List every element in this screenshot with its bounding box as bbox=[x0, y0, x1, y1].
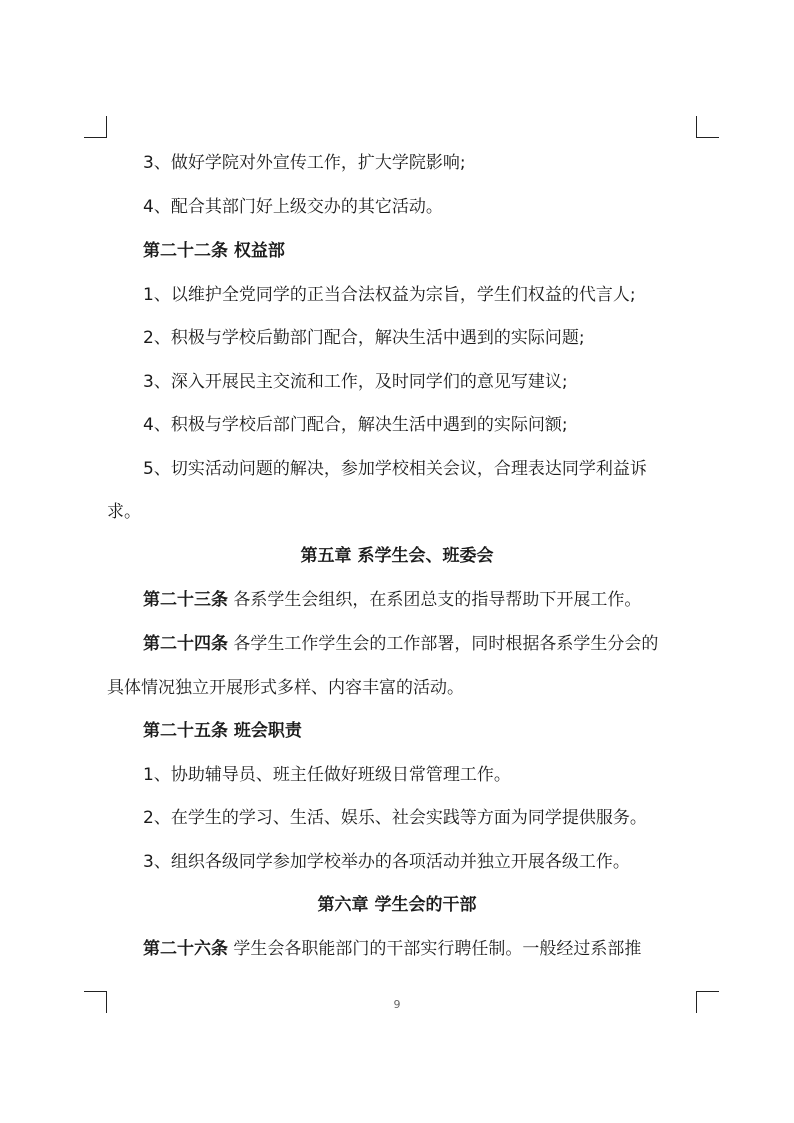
chapter-title: 第六章 学生会的干部 bbox=[317, 895, 477, 915]
list-item: 4、积极与学校后部门配合，解决生活中遇到的实际问额; bbox=[143, 415, 568, 435]
article-continuation: 具体情况独立开展形式多样、内容丰富的活动。 bbox=[107, 678, 464, 698]
list-item: 3、深入开展民主交流和工作，及时同学们的意见写建议; bbox=[143, 372, 568, 392]
article-text: 各系学生会组织，在系团总支的指导帮助下开展工作。 bbox=[228, 590, 642, 610]
article-label: 第二十四条 bbox=[143, 634, 228, 654]
article-text: 各学生工作学生会的工作部署，同时根据各系学生分会的 bbox=[228, 634, 659, 654]
list-item: 1、以维护全党同学的正当合法权益为宗旨，学生们权益的代言人; bbox=[143, 285, 636, 305]
page-number: 9 bbox=[393, 998, 401, 1011]
article-paragraph bbox=[0, 633, 794, 655]
list-item-continuation: 求。 bbox=[107, 502, 141, 522]
list-item: 1、协助辅导员、班主任做好班级日常管理工作。 bbox=[143, 765, 511, 785]
article-label: 第二十三条 bbox=[143, 590, 228, 610]
article-label: 第二十六条 bbox=[143, 939, 228, 959]
list-item: 4、配合其部门好上级交办的其它活动。 bbox=[143, 197, 443, 217]
crop-mark-bottom-left-h bbox=[84, 991, 107, 992]
article-paragraph bbox=[0, 938, 794, 960]
crop-mark-top-right-v bbox=[696, 116, 697, 138]
article-heading: 第二十二条 权益部 bbox=[143, 241, 285, 261]
crop-mark-top-right-h bbox=[696, 137, 719, 138]
list-item: 2、积极与学校后勤部门配合，解决生活中遇到的实际问题; bbox=[143, 328, 585, 348]
chapter-title: 第五章 系学生会、班委会 bbox=[300, 546, 494, 566]
article-paragraph bbox=[0, 589, 794, 611]
list-item: 3、做好学院对外宣传工作，扩大学院影响; bbox=[143, 153, 466, 173]
list-item: 5、切实活动问题的解决，参加学校相关会议，合理表达同学利益诉 bbox=[143, 459, 647, 479]
list-item: 2、在学生的学习、生活、娱乐、社会实践等方面为同学提供服务。 bbox=[143, 808, 647, 828]
list-item: 3、组织各级同学参加学校举办的各项活动并独立开展各级工作。 bbox=[143, 852, 630, 872]
article-heading: 第二十五条 班会职责 bbox=[143, 721, 302, 741]
crop-mark-bottom-right-h bbox=[696, 991, 719, 992]
crop-mark-top-left-h bbox=[84, 137, 107, 138]
article-text: 学生会各职能部门的干部实行聘任制。一般经过系部推 bbox=[228, 939, 642, 959]
crop-mark-top-left-v bbox=[106, 116, 107, 138]
